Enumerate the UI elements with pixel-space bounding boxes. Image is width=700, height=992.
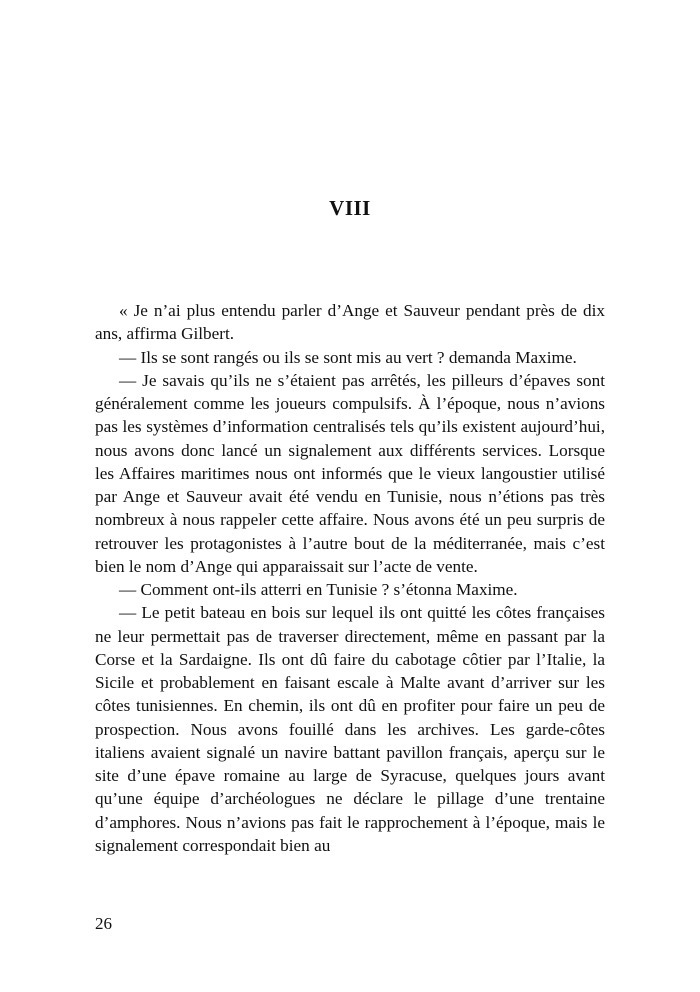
- paragraph: « Je n’ai plus entendu parler d’Ange et Sauveur pendant près de dix ans, affirma Gilbert.: [95, 301, 605, 344]
- paragraph: — Le petit bateau en bois sur lequel ils ont quitté les côtes françaises ne leur permettait pas de traverser directement, même en passant par la Corse et la Sardaigne. Ils ont dû faire du cabotage côtier par l’Italie, la Sicile et probablement en faisant escale à Malte avant d’arriver sur les côtes tunisiennes. En chemin, ils ont dû en profiter pour faire un peu de prospection. Nous avons fouillé dans les archives. Les garde-côtes italiens avaient signalé un navire battant pavillon français, aperçu sur le site d’une épave romaine au large de Syracuse, quelques jours avant qu’une équipe d’archéologues ne déclare le pillage d’une trentaine d’amphores. Nous n’avions pas fait le rapprochement à l’époque, mais le signalement correspondait bien au: [95, 603, 605, 855]
- paragraph: — Comment ont-ils atterri en Tunisie ? s’étonna Maxime.: [119, 580, 518, 599]
- paragraph: — Ils se sont rangés ou ils se sont mis au vert ? demanda Maxime.: [119, 347, 577, 367]
- page-number: 26: [95, 914, 112, 933]
- paragraph: — Je savais qu’ils ne s’étaient pas arrêtés, les pilleurs d’épaves sont généralement comme les joueurs compulsifs. À l’époque, nous n’avions pas les systèmes d’information centralisés tels qu’ils existent aujourd’hui, nous avons donc lancé un signalement aux différents services. Lorsque les Affaires maritimes nous ont informés que le vieux langoustier utilisé par Ange et Sauveur avait été vendu en Tunisie, nous n’étions pas très nombreux à nous rappeler cette affaire. Nous avons été un peu surpris de retrouver les protagonistes à l’autre bout de la méditerranée, mais c’est bien le nom d’Ange qui apparaissait sur l’acte de vente.: [95, 370, 605, 576]
- body-text: [95, 299, 605, 857]
- chapter-title: VIII: [329, 196, 371, 220]
